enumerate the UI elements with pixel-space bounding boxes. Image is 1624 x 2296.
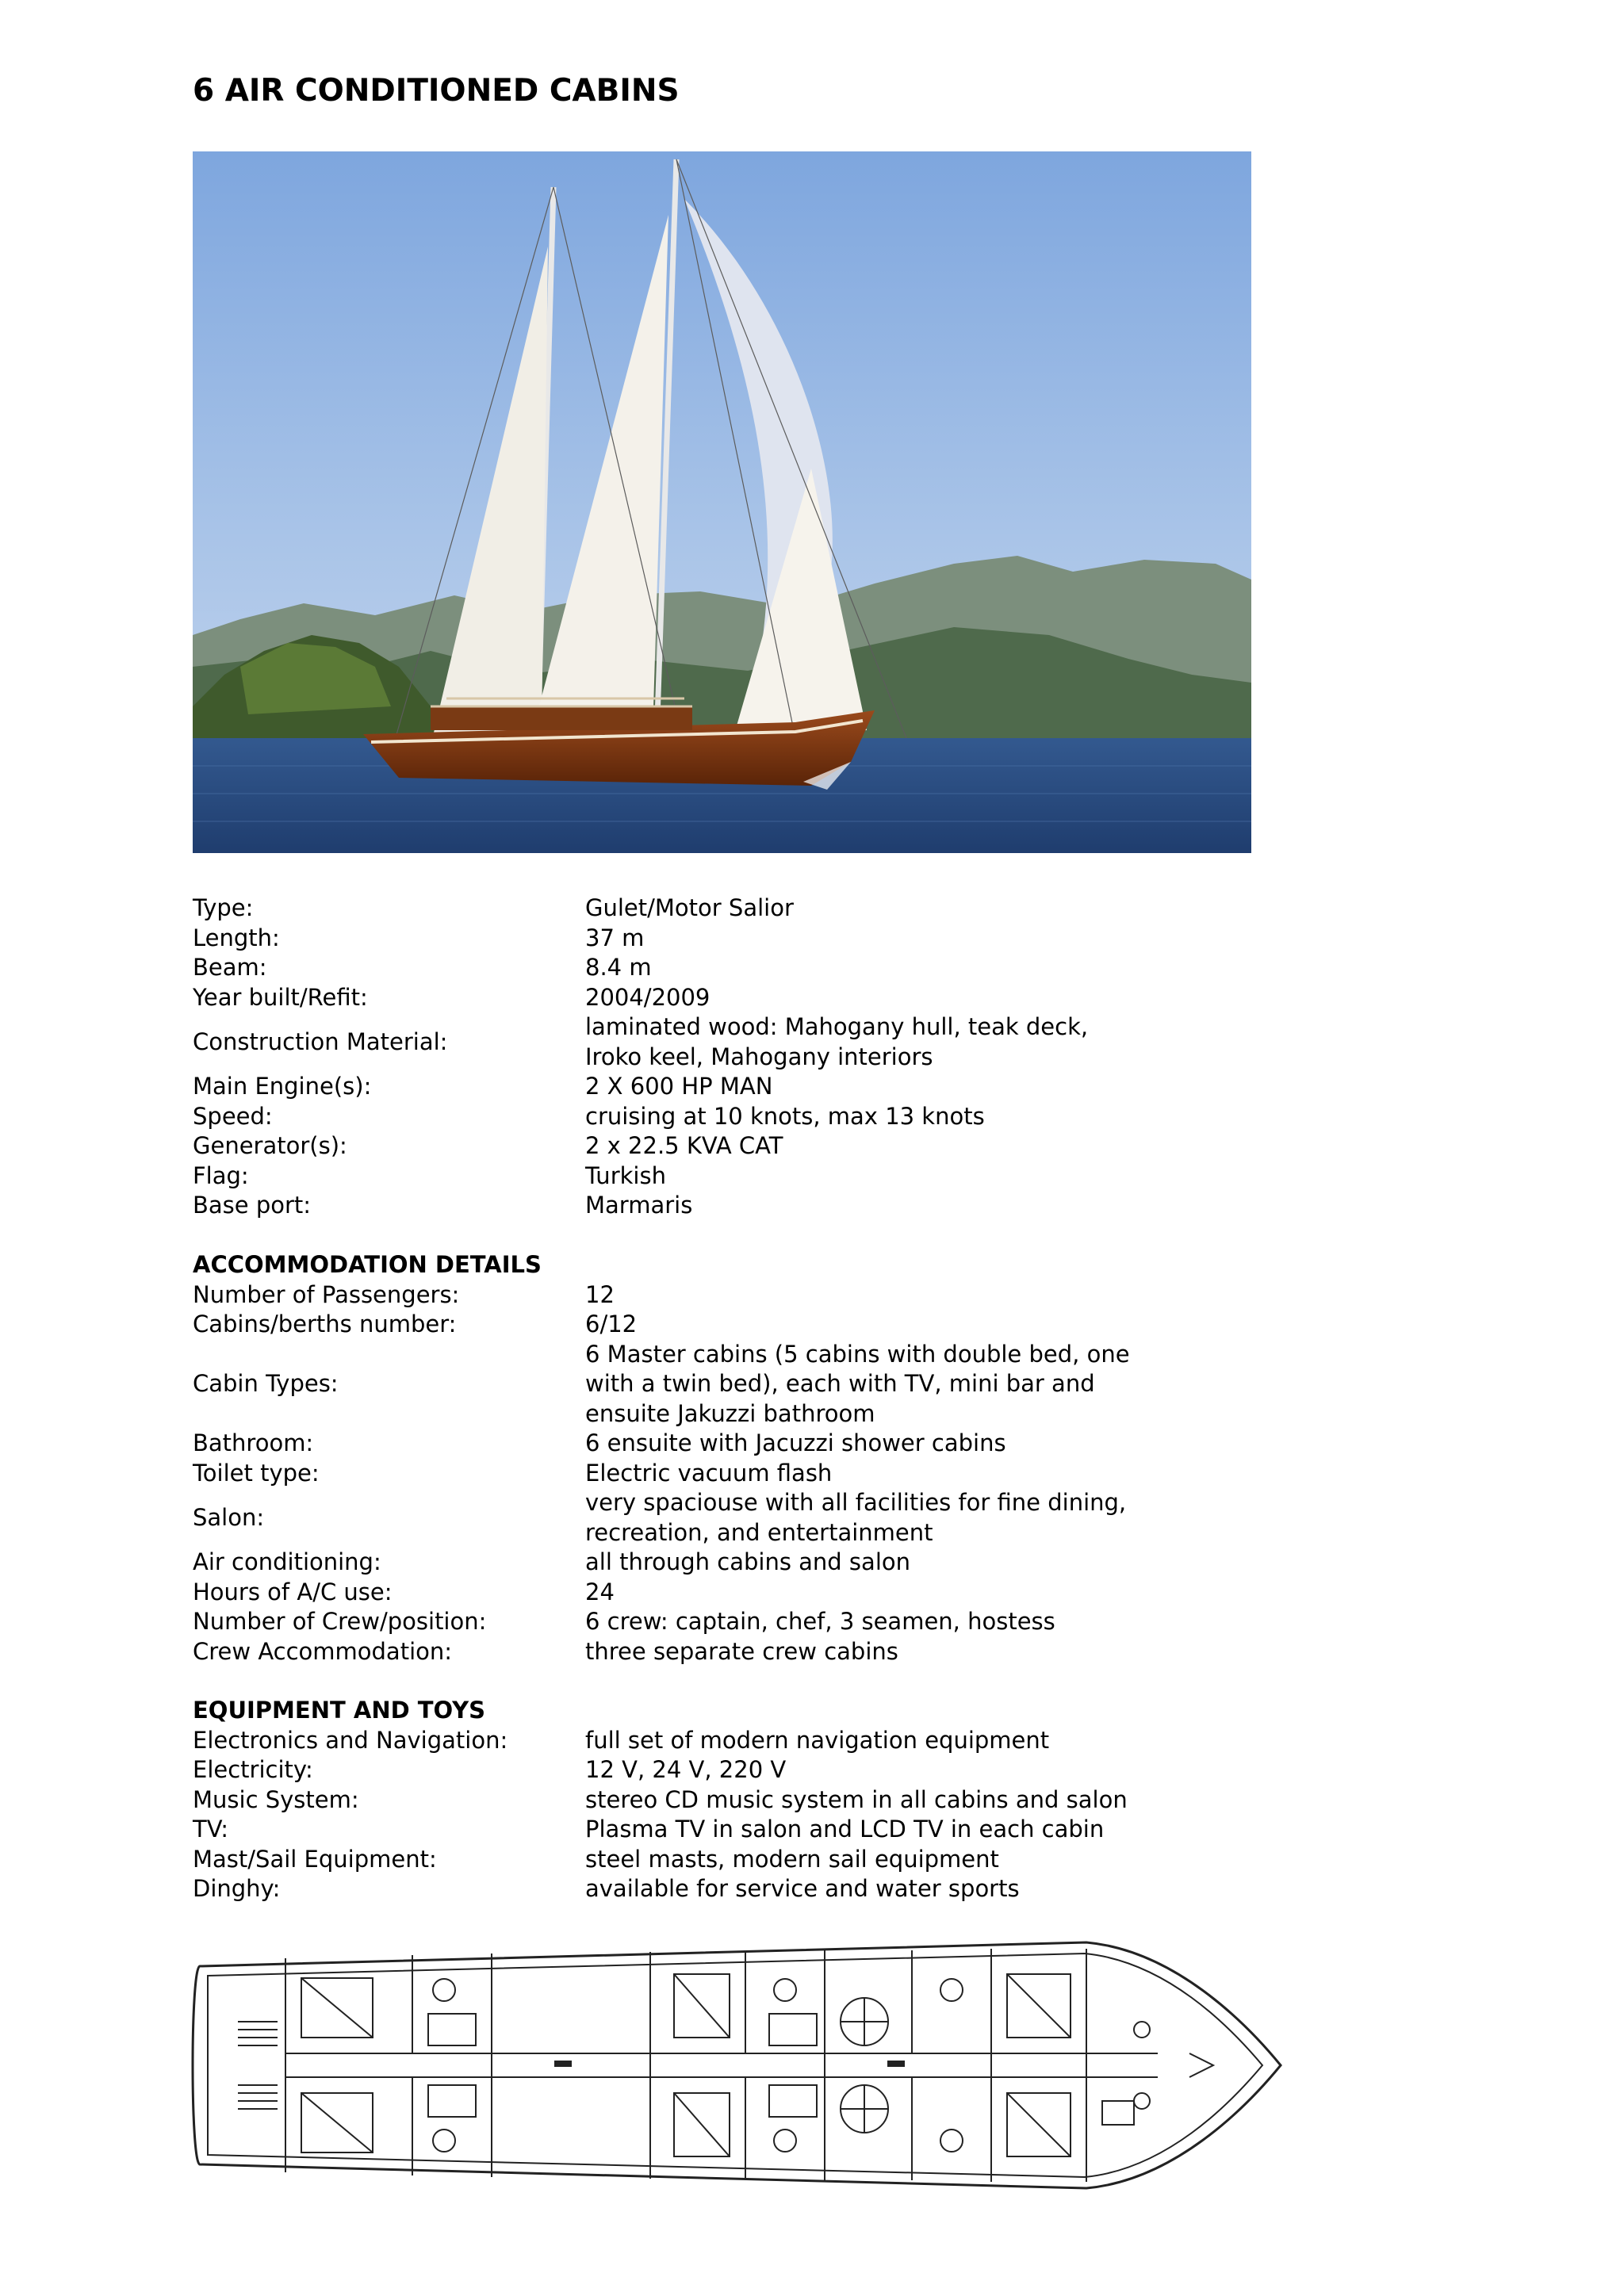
spec-value: Marmaris — [585, 1192, 693, 1219]
spec-value: available for service and water sports — [585, 1875, 1020, 1902]
spec-label: Electronics and Navigation: — [193, 1726, 508, 1754]
spec-label: Dinghy: — [193, 1875, 281, 1902]
page-title: 6 AIR CONDITIONED CABINS — [193, 73, 680, 109]
spec-label: Type: — [193, 894, 254, 921]
accommodation-row — [193, 1340, 1303, 1429]
equipment-section — [193, 1696, 1303, 1904]
spec-label: Construction Material: — [193, 1027, 448, 1055]
equipment-row — [193, 1845, 1303, 1875]
spec-label: Cabin Types: — [193, 1370, 339, 1397]
spec-value: 2004/2009 — [585, 983, 710, 1011]
accommodation-row — [193, 1280, 1303, 1311]
spec-value: 12 V, 24 V, 220 V — [585, 1756, 787, 1783]
spec-value — [585, 1012, 1140, 1072]
spec-value: Electric vacuum flash — [585, 1459, 833, 1487]
section-heading: ACCOMMODATION DETAILS — [193, 1251, 542, 1278]
spec-value: 8.4 m — [585, 954, 652, 981]
spec-label: TV: — [193, 1816, 228, 1843]
spec-row-year — [193, 983, 1303, 1013]
equipment-row — [193, 1726, 1303, 1756]
spec-row-generator — [193, 1131, 1303, 1161]
spec-value: 37 m — [585, 924, 645, 951]
spec-value: steel masts, modern sail equipment — [585, 1845, 999, 1873]
spec-value: three separate crew cabins — [585, 1637, 898, 1665]
spec-label: Beam: — [193, 954, 267, 981]
equipment-row — [193, 1874, 1303, 1904]
accommodation-row — [193, 1310, 1303, 1340]
spec-value-line: ensuite Jakuzzi bathroom — [585, 1399, 875, 1427]
spec-value: Gulet/Motor Salior — [585, 894, 794, 921]
spec-label: Generator(s): — [193, 1132, 347, 1159]
spec-label: Crew Accommodation: — [193, 1637, 453, 1665]
spec-value: 6/12 — [585, 1311, 638, 1337]
spec-label: Hours of A/C use: — [193, 1578, 393, 1605]
spec-row-beam — [193, 953, 1303, 983]
spec-value: 2 x 22.5 KVA CAT — [585, 1132, 783, 1159]
spec-value: stereo CD music system in all cabins and salon — [585, 1785, 1128, 1813]
spec-value-line: recreation, and entertainment — [585, 1518, 933, 1546]
section-heading: EQUIPMENT AND TOYS — [193, 1697, 486, 1724]
spec-row-speed — [193, 1102, 1303, 1132]
spec-row-construction — [193, 1012, 1303, 1072]
spec-value: 6 crew: captain, chef, 3 seamen, hostess — [585, 1608, 1055, 1635]
spec-value: cruising at 10 knots, max 13 knots — [585, 1102, 985, 1130]
spec-row-length — [193, 924, 1303, 954]
spec-value: Plasma TV in salon and LCD TV in each cabin — [585, 1816, 1105, 1843]
spec-label: Flag: — [193, 1161, 249, 1189]
spec-label: Cabins/berths number: — [193, 1311, 457, 1337]
spec-value-line: Iroko keel, Mahogany interiors — [585, 1043, 933, 1070]
accommodation-row — [193, 1637, 1303, 1667]
spec-label: Music System: — [193, 1785, 359, 1813]
accommodation-row — [193, 1578, 1303, 1608]
deck-plan — [190, 1934, 1285, 2196]
spec-label: Electricity: — [193, 1756, 313, 1783]
spec-row-base-port — [193, 1191, 1303, 1221]
accommodation-section — [193, 1250, 1303, 1667]
accommodation-row — [193, 1607, 1303, 1637]
spec-value: Turkish — [585, 1161, 666, 1189]
spec-label: Salon: — [193, 1503, 265, 1531]
spec-value: 2 X 600 HP MAN — [585, 1073, 773, 1100]
spec-label: Number of Crew/position: — [193, 1608, 487, 1635]
spec-row-flag — [193, 1161, 1303, 1192]
spec-value-line: 6 Master cabins (5 cabins with double bed, one — [585, 1340, 1130, 1368]
accommodation-row — [193, 1459, 1303, 1489]
spec-value — [585, 1340, 1140, 1429]
spec-row-engine — [193, 1072, 1303, 1102]
yacht-photo — [193, 151, 1251, 853]
spec-label: Mast/Sail Equipment: — [193, 1845, 437, 1873]
spec-value: full set of modern navigation equipment — [585, 1726, 1050, 1754]
spec-value: 6 ensuite with Jacuzzi shower cabins — [585, 1429, 1006, 1456]
vessel-specs — [193, 894, 1303, 1221]
spec-value-line: very spaciouse with all facilities for fine dining, — [585, 1489, 1127, 1516]
spec-label: Number of Passengers: — [193, 1280, 460, 1308]
spec-label: Year built/Refit: — [193, 983, 368, 1011]
accommodation-row — [193, 1488, 1303, 1548]
spec-label: Main Engine(s): — [193, 1073, 372, 1100]
spec-value — [585, 1488, 1140, 1548]
spec-value: all through cabins and salon — [585, 1548, 910, 1575]
equipment-row — [193, 1785, 1303, 1816]
spec-label: Air conditioning: — [193, 1548, 381, 1575]
accommodation-row — [193, 1548, 1303, 1578]
spec-value-line: with a twin bed), each with TV, mini bar and — [585, 1370, 1095, 1397]
equipment-row — [193, 1755, 1303, 1785]
spec-value-line: laminated wood: Mahogany hull, teak deck, — [585, 1013, 1089, 1040]
spec-label: Speed: — [193, 1102, 273, 1130]
spec-label: Base port: — [193, 1192, 312, 1219]
equipment-row — [193, 1815, 1303, 1845]
accommodation-row — [193, 1429, 1303, 1459]
spec-label: Length: — [193, 924, 280, 951]
spec-label: Bathroom: — [193, 1429, 314, 1456]
spec-value: 12 — [585, 1280, 615, 1308]
spec-value: 24 — [585, 1578, 615, 1605]
spec-row-type — [193, 894, 1303, 924]
spec-label: Toilet type: — [193, 1459, 320, 1487]
